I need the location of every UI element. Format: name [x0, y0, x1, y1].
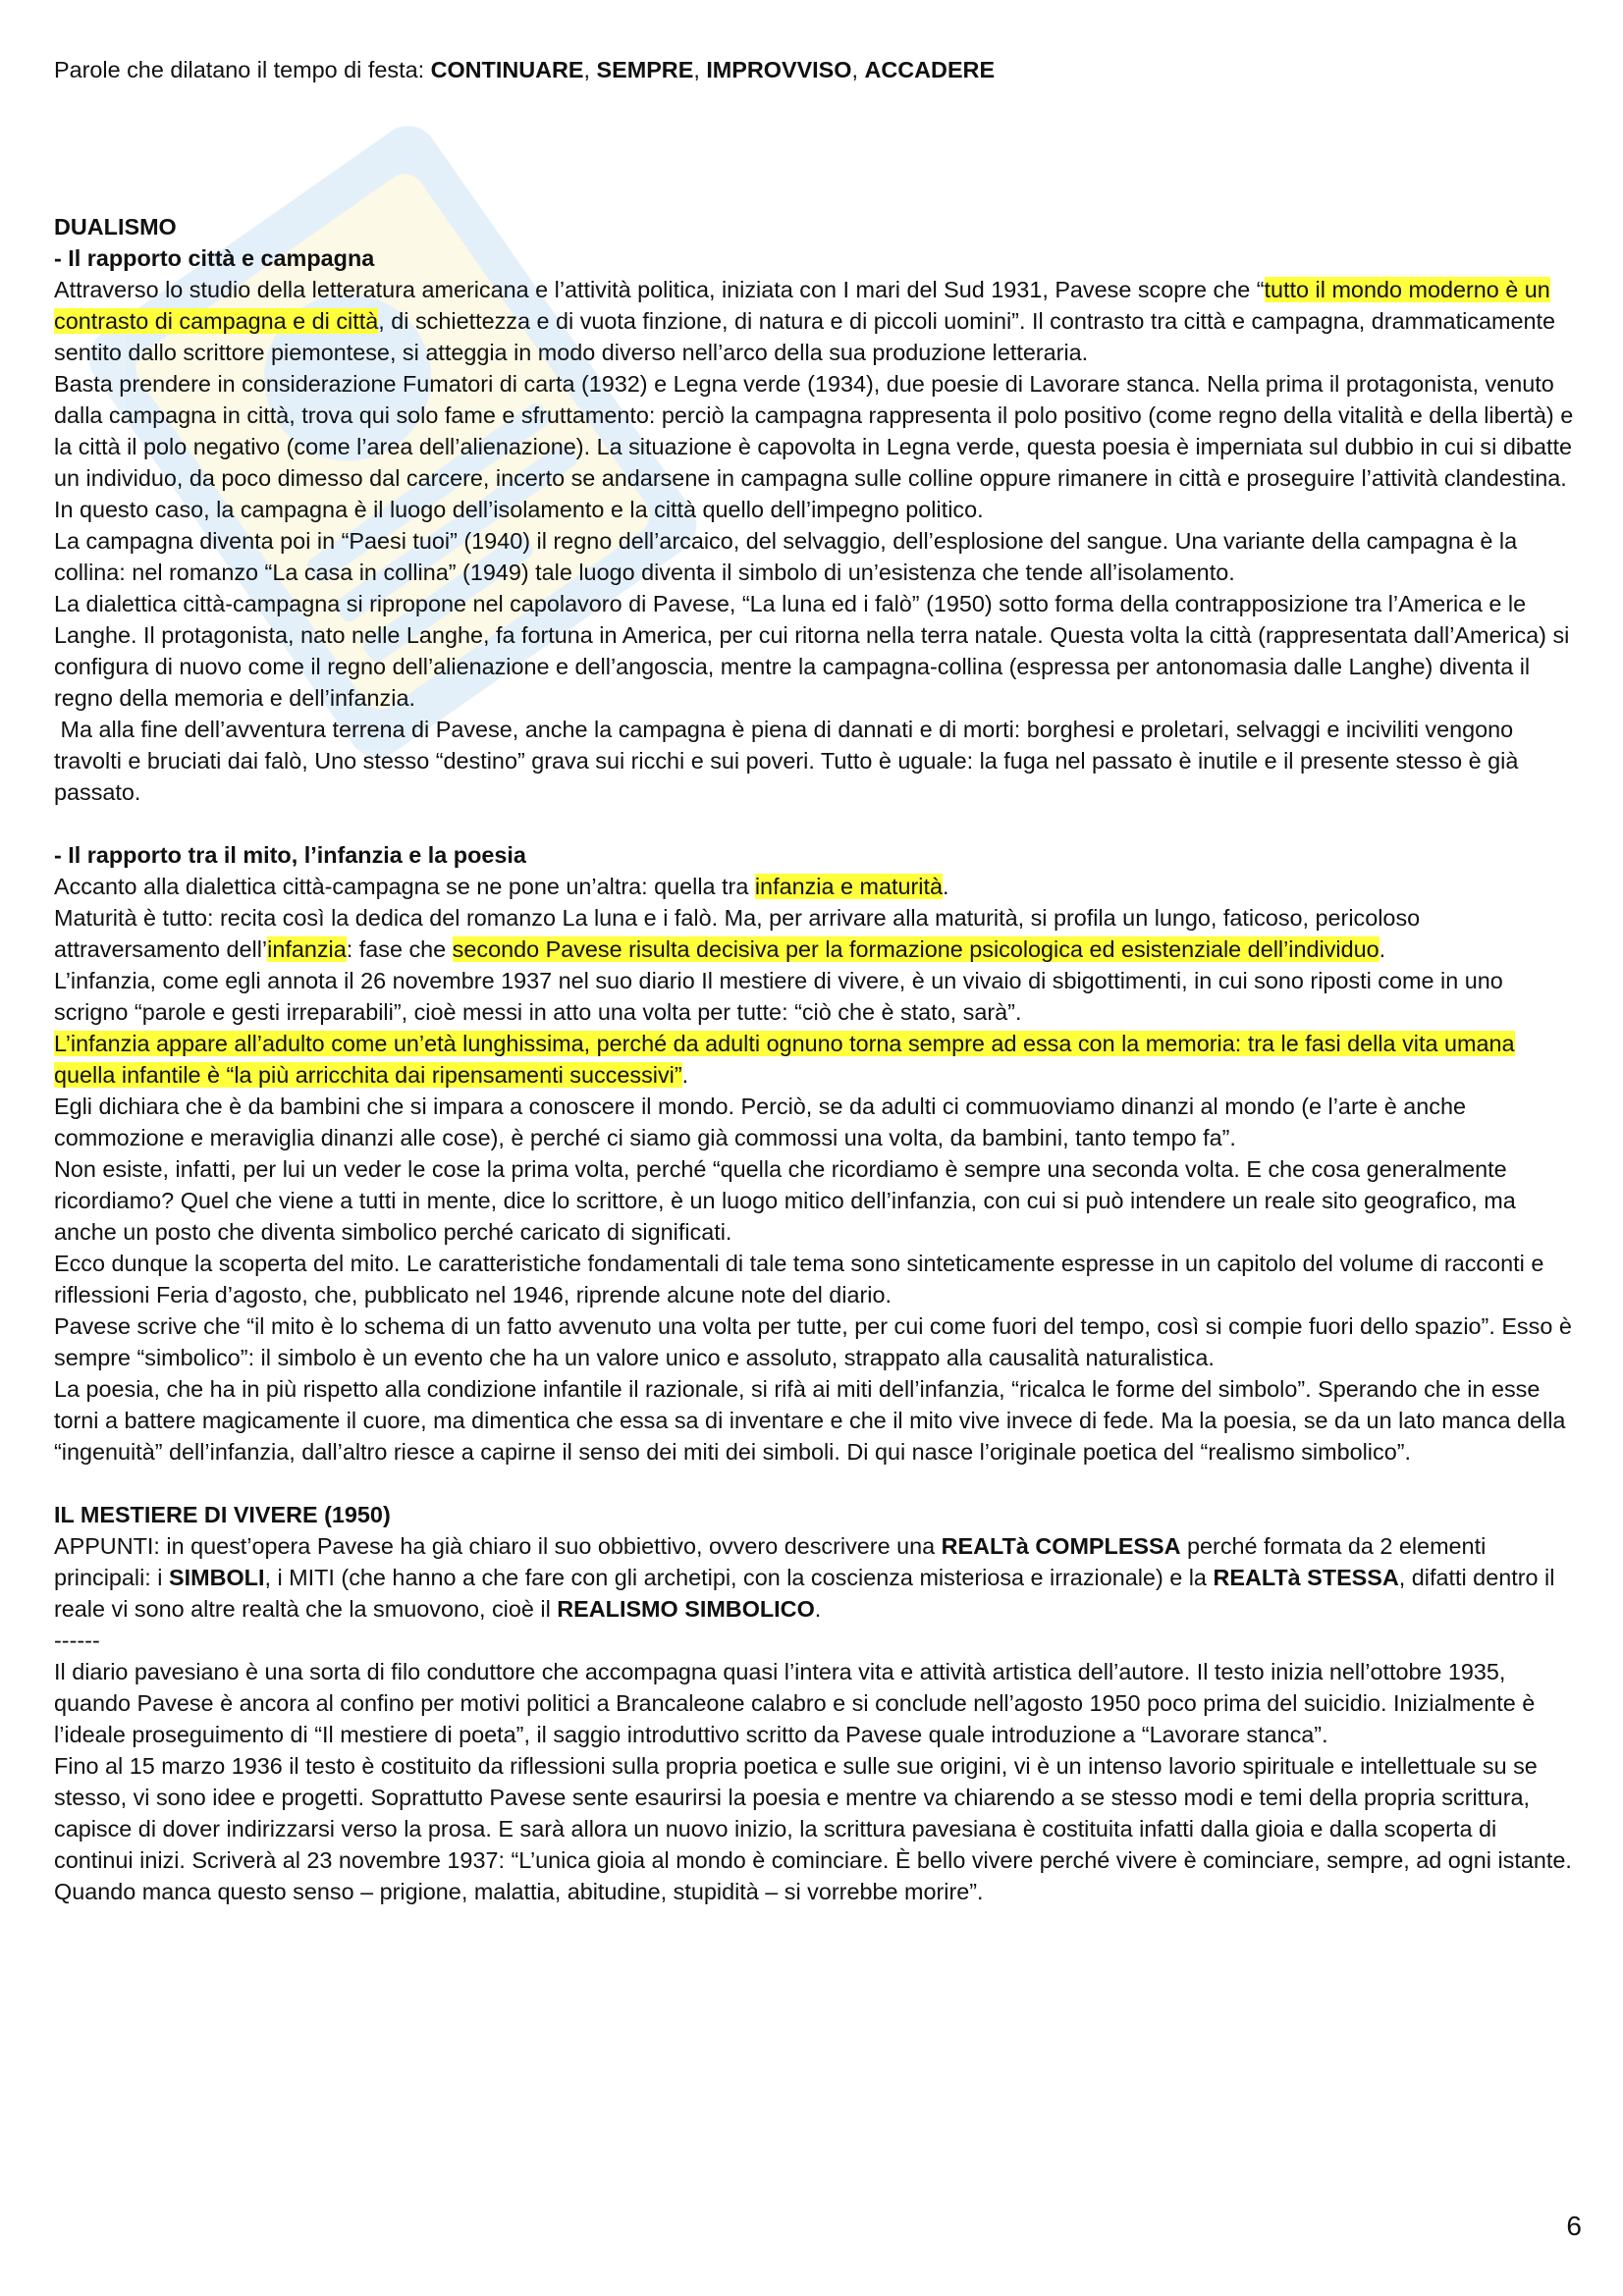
paragraph: Ma alla fine dell’avventura terrena di Pavese, anche la campagna è piena di dannati e di morti: borghesi e proletari, selvaggi e inciviliti vengono travolti e bruciati dai falò, Uno stesso “destino” grava sui ricchi e sui poveri. Tutto è uguale: la fuga nel passato è inutile e il presente stesso è già passato.	[54, 717, 1519, 805]
keyword-improvviso: IMPROVVISO	[706, 57, 852, 82]
paragraph: La dialettica città-campagna si ripropone nel capolavoro di Pavese, “La luna ed i falò” (1950) sotto forma della contrapposizione tra l’America e le Langhe. Il protagonista, nato nelle Langhe, fa fortuna in America, per cui ritorna nella terra natale. Questa volta la città (rappresentata dall’America) si configura di nuovo come il regno dell’alienazione e dell’angoscia, mentre la campagna-collina (espressa per antonomasia dalle Langhe) diventa il regno della memoria e dell’infanzia.	[54, 591, 1570, 711]
subheading-citta-campagna: - Il rapporto città e campagna	[54, 245, 375, 271]
section-heading-dualismo: DUALISMO	[54, 214, 177, 240]
paragraph: Non esiste, infatti, per lui un veder le cose la prima volta, perché “quella che ricordiamo è sempre una seconda volta. E che cosa generalmente ricordiamo? Quel che viene a tutti in mente, dice lo scrittore, è un luogo mitico dell’infanzia, con cui si può intendere un reale sito geografico, ma anche un posto che diventa simbolico perché caricato di significati.	[54, 1156, 1516, 1245]
paragraph: La campagna diventa poi in “Paesi tuoi” (1940) il regno dell’arcaico, del selvaggio, dell’esplosione del sangue. Una variante della campagna è la collina: nel romanzo “La casa in collina” (1949) tale luogo diventa il simbolo di un’esistenza che tende all’isolamento.	[54, 528, 1518, 585]
highlight: L’infanzia appare all’adulto come un’età lunghissima, perché da adulti ognuno torna sempre ad essa con la memoria: tra le fasi della vita umana quella infantile è “la più arricchita dai ripensamenti successivi”	[54, 1031, 1515, 1088]
highlight: tutto il mondo moderno è un contrasto di campagna e di città	[54, 277, 1550, 334]
keyword-sempre: SEMPRE	[596, 57, 694, 82]
paragraph: Egli dichiara che è da bambini che si impara a conoscere il mondo. Perciò, se da adulti ci commuoviamo dinanzi al mondo (e l’arte è anche commozione e meraviglia dinanzi alle cose), è perché ci siamo già commossi una volta, da bambini, tanto tempo fa”.	[54, 1094, 1466, 1150]
paragraph: Accanto alla dialettica città-campagna se ne pone un’altra: quella tra infanzia e maturità.	[54, 874, 949, 899]
paragraph: Basta prendere in considerazione Fumatori di carta (1932) e Legna verde (1934), due poesie di Lavorare stanca. Nella prima il protagonista, venuto dalla campagna in città, trova qui solo fame e sfruttamento: perciò la campagna rappresenta il polo positivo (come regno della vitalità e della libertà) e la città il polo negativo (come l’area dell’alienazione). La situazione è capovolta in Legna verde, questa poesia è imperniata sul dubbio in cui si dibatte un individuo, da poco dimesso dal carcere, incerto se andarsene in campagna sulle colline oppure rimanere in città e proseguire l’attività clandestina. In questo caso, la campagna è il luogo dell’isolamento e la città quello dell’impegno politico.	[54, 371, 1574, 522]
highlight: secondo Pavese risulta decisiva per la formazione psicologica ed esistenziale dell’individuo	[452, 936, 1380, 962]
intro-line: Parole che dilatano il tempo di festa: CONTINUARE, SEMPRE, IMPROVVISO, ACCADERE	[54, 57, 996, 82]
section-heading-mestiere-di-vivere: IL MESTIERE DI VIVERE (1950)	[54, 1502, 391, 1527]
keyword-continuare: CONTINUARE	[430, 57, 584, 82]
paragraph: Ecco dunque la scoperta del mito. Le caratteristiche fondamentali di tale tema sono sinteticamente espresse in un capitolo del volume di racconti e riflessioni Feria d’agosto, che, pubblicato nel 1946, riprende alcune note del diario.	[54, 1251, 1544, 1308]
separator: ------	[54, 1628, 100, 1653]
page-number: 6	[1566, 2211, 1582, 2241]
highlight: infanzia	[267, 936, 347, 962]
paragraph-appunti: APPUNTI: in quest’opera Pavese ha già chiaro il suo obbiettivo, ovvero descrivere una REALTà COMPLESSA perché formata da 2 elementi principali: i SIMBOLI, i MITI (che hanno a che fare con gli archetipi, con la coscienza misteriosa e irrazionale) e la REALTà STESSA, difatti dentro il reale vi sono altre realtà che la smuovono, cioè il REALISMO SIMBOLICO.	[54, 1533, 1555, 1622]
paragraph: Fino al 15 marzo 1936 il testo è costituito da riflessioni sulla propria poetica e sulle sue origini, vi è un intenso lavorio spirituale e intellettuale su se stesso, vi sono idee e progetti. Soprattutto Pavese sente esaurirsi la poesia e mentre va chiarendo a se stesso modi e temi della propria scrittura, capisce di dover indirizzarsi verso la prosa. E sarà allora un nuovo inizio, la scrittura pavesiana è costituita infatti dalla gioia e dalla scoperta di continui inizi. Scriverà al 23 novembre 1937: “L’unica gioia al mondo è cominciare. È bello vivere perché vivere è cominciare, sempre, ad ogni istante. Quando manca questo senso – prigione, malattia, abitudine, stupidità – si vorrebbe morire”.	[54, 1753, 1572, 1904]
paragraph: Il diario pavesiano è una sorta di filo conduttore che accompagna quasi l’intera vita e attività artistica dell’autore. Il testo inizia nell’ottobre 1935, quando Pavese è ancora al confino per motivi politici a Brancaleone calabro e si conclude nell’agosto 1950 poco prima del suicidio. Inizialmente è l’ideale proseguimento di “Il mestiere di poeta”, il saggio introduttivo scritto da Pavese quale introduzione a “Lavorare stanca”.	[54, 1659, 1536, 1747]
paragraph: La poesia, che ha in più rispetto alla condizione infantile il razionale, si rifà ai miti dell’infanzia, “ricalca le forme del simbolo”. Sperando che in esse torni a battere magicamente il cuore, ma dimentica che essa sa di inventare e che il mito vive invece di fede. Ma la poesia, se da un lato manca della “ingenuità” dell’infanzia, dall’altro riesce a capirne il senso dei miti dei simboli. Di qui nasce l’originale poetica del “realismo simbolico”.	[54, 1376, 1566, 1465]
paragraph: L’infanzia appare all’adulto come un’età lunghissima, perché da adulti ognuno torna sempre ad essa con la memoria: tra le fasi della vita umana quella infantile è “la più arricchita dai ripensamenti successivi”.	[54, 1031, 1515, 1088]
document-page	[54, 54, 1581, 1907]
subheading-mito-infanzia-poesia: - Il rapporto tra il mito, l’infanzia e la poesia	[54, 842, 526, 868]
paragraph: Attraverso lo studio della letteratura americana e l’attività politica, iniziata con I mari del Sud 1931, Pavese scopre che “tutto il mondo moderno è un contrasto di campagna e di città, di schiettezza e di vuota finzione, di natura e di piccoli uomini”. Il contrasto tra città e campagna, drammaticamente sentito dallo scrittore piemontese, si atteggia in modo diverso nell’arco della sua produzione letteraria.	[54, 277, 1555, 365]
paragraph: Maturità è tutto: recita così la dedica del romanzo La luna e i falò. Ma, per arrivare alla maturità, si profila un lungo, faticoso, pericoloso attraversamento dell’infanzia: fase che secondo Pavese risulta decisiva per la formazione psicologica ed esistenziale dell’individuo.	[54, 905, 1421, 962]
paragraph: L’infanzia, come egli annota il 26 novembre 1937 nel suo diario Il mestiere di vivere, è un vivaio di sbigottimenti, in cui sono riposti come in uno scrigno “parole e gesti irreparabili”, cioè messi in atto una volta per tutte: “ciò che è stato, sarà”.	[54, 968, 1503, 1025]
paragraph: Pavese scrive che “il mito è lo schema di un fatto avvenuto una volta per tutte, per cui come fuori del tempo, così si compie fuori dello spazio”. Esso è sempre “simbolico”: il simbolo è un evento che ha un valore unico e assoluto, strappato alla causalità naturalistica.	[54, 1313, 1572, 1370]
highlight: infanzia e maturità	[754, 874, 943, 899]
keyword-accadere: ACCADERE	[864, 57, 996, 82]
